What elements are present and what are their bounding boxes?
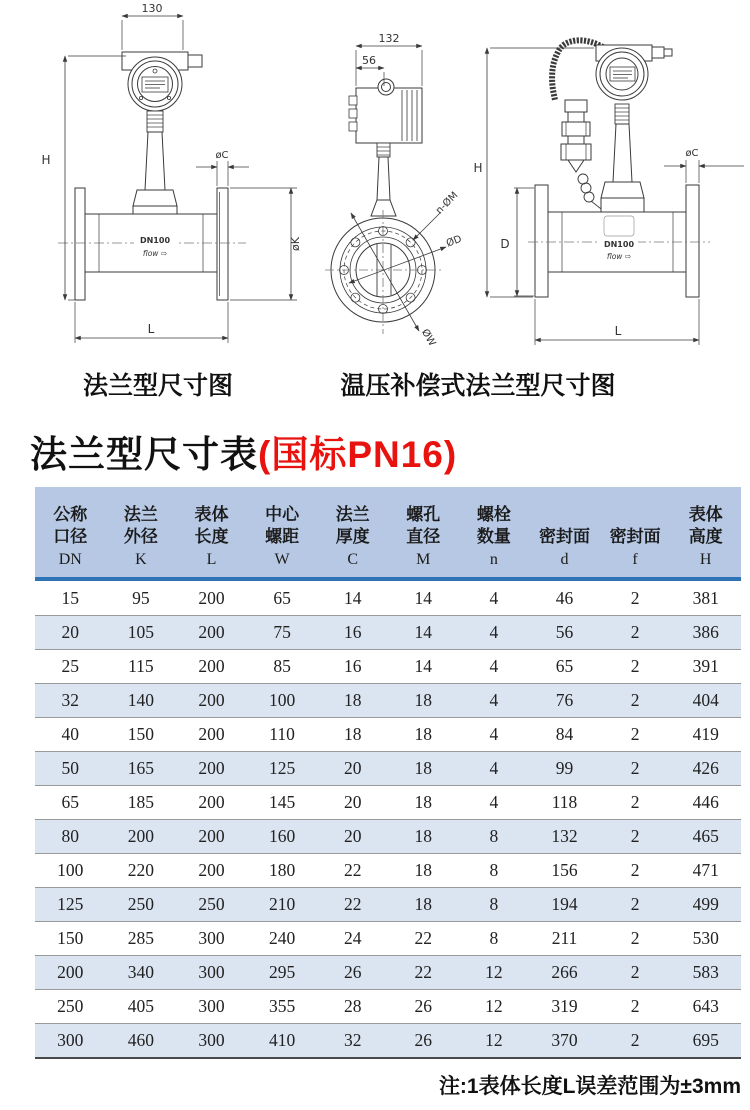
side-dim-seal: ØW [418, 327, 438, 349]
table-cell: 410 [268, 1030, 296, 1050]
table-cell: 15 [61, 587, 80, 608]
table-cell: 32 [61, 690, 80, 710]
side-dim-width: 132 [378, 32, 400, 45]
front-dim-flange-thickness: øC [215, 150, 229, 161]
table-cell: 140 [127, 690, 155, 710]
table-cell: 165 [127, 758, 155, 778]
table-cell: 426 [692, 758, 719, 778]
column-header-text: H [699, 551, 712, 568]
table-cell: 471 [692, 860, 719, 880]
column-header-text: 外径 [123, 527, 158, 546]
table-cell: 2 [630, 758, 640, 778]
table-cell: 300 [198, 962, 225, 982]
table-cell: 499 [692, 894, 719, 914]
column-header-text: M [416, 551, 431, 568]
column-header [388, 487, 459, 577]
table-cell: 76 [555, 690, 574, 710]
table-row [35, 683, 741, 717]
table-cell: 405 [127, 996, 155, 1016]
column-header-text: 密封面 [609, 527, 661, 546]
comp-dim-length: L [614, 324, 622, 338]
table-cell: 240 [268, 928, 296, 948]
table-cell: 4 [489, 792, 499, 812]
side-dim-bolt-circle: ØD [444, 233, 464, 250]
table-row [35, 989, 741, 1023]
drawing-flange-front [41, 2, 302, 343]
column-header-text: K [135, 551, 147, 568]
column-header-text: 公称 [53, 505, 88, 524]
column-header-text: 法兰 [123, 505, 158, 524]
table-cell: 200 [57, 962, 84, 982]
table-cell: 99 [555, 758, 574, 778]
table-cell: 20 [343, 792, 362, 812]
table-cell: 80 [61, 826, 80, 846]
drawing-captions [0, 366, 750, 398]
comp-dim-flange-thickness: øC [685, 148, 699, 159]
table-cell: 22 [414, 962, 433, 982]
table-cell: 160 [268, 826, 296, 846]
table-cell: 2 [630, 792, 640, 812]
column-header [317, 487, 388, 577]
table-cell: 250 [57, 996, 84, 1016]
drawing-compensated [473, 40, 744, 345]
comp-flow-label: flow ⇨ [606, 252, 632, 261]
table-cell: 22 [343, 894, 362, 914]
table-cell: 18 [343, 690, 362, 710]
table-cell: 695 [692, 1030, 719, 1050]
column-header [247, 487, 318, 577]
table-cell: 100 [57, 860, 84, 880]
table-cell: 22 [414, 928, 433, 948]
table-cell: 95 [132, 587, 150, 608]
column-header [459, 487, 530, 577]
table-cell: 319 [551, 996, 578, 1016]
column-header-text: 表体 [194, 505, 229, 524]
table-cell: 18 [414, 724, 433, 744]
side-dim-bolt-holes: n-ØM [433, 189, 461, 217]
table-cell: 200 [198, 826, 225, 846]
table-cell: 200 [198, 656, 225, 676]
table-cell: 14 [414, 622, 433, 642]
table-row [35, 819, 741, 853]
table-cell: 200 [198, 724, 225, 744]
table-cell: 40 [61, 724, 80, 744]
column-header-text: 密封面 [538, 527, 590, 546]
table-cell: 150 [127, 724, 155, 744]
table-row [35, 717, 741, 751]
table-cell: 110 [269, 724, 295, 744]
dimension-table [35, 487, 741, 1059]
table-cell: 65 [61, 792, 80, 812]
table-cell: 2 [630, 962, 640, 982]
table-cell: 8 [489, 928, 499, 948]
table-cell: 18 [414, 792, 433, 812]
column-header-text: 中心 [265, 505, 300, 524]
title-highlight: (国标PN16) [258, 434, 458, 475]
table-row [35, 853, 741, 887]
column-header [35, 487, 106, 577]
column-header-text: 螺孔 [406, 505, 441, 524]
table-cell: 404 [692, 690, 719, 710]
table-cell: 295 [268, 962, 296, 982]
table-cell: 12 [485, 1030, 503, 1050]
front-dim-width: 130 [141, 2, 163, 15]
table-cell: 583 [692, 962, 719, 982]
column-header-text: C [347, 551, 359, 568]
table-cell: 16 [343, 656, 362, 676]
table-cell: 2 [630, 860, 640, 880]
table-cell: 56 [555, 622, 574, 642]
column-header-text: 直径 [406, 527, 441, 546]
table-row [35, 649, 741, 683]
table-cell: 180 [268, 860, 296, 880]
caption-flange-type: 法兰型尺寸图 [82, 372, 233, 400]
table-cell: 32 [343, 1030, 362, 1050]
column-header-text: 厚度 [335, 527, 370, 546]
table-cell: 14 [414, 587, 433, 608]
table-cell: 211 [551, 928, 578, 948]
table-cell: 2 [630, 690, 640, 710]
column-header-text: W [274, 551, 290, 568]
column-header [529, 487, 600, 577]
caption-compensated-type: 温压补偿式法兰型尺寸图 [340, 372, 616, 400]
column-header-text: d [560, 551, 569, 568]
table-cell: 340 [127, 962, 155, 982]
table-cell: 84 [555, 724, 574, 744]
table-cell: 125 [268, 758, 296, 778]
comp-dim-body-diameter: D [500, 237, 510, 251]
table-cell: 46 [555, 587, 574, 608]
front-dim-height: H [41, 153, 51, 167]
table-cell: 4 [489, 622, 499, 642]
table-cell: 8 [489, 860, 499, 880]
table-cell: 20 [343, 826, 362, 846]
table-cell: 446 [692, 792, 719, 812]
table-cell: 300 [57, 1030, 84, 1050]
table-cell: 200 [198, 758, 225, 778]
table-cell: 12 [485, 996, 503, 1016]
table-cell: 14 [343, 587, 362, 608]
front-dim-length: L [147, 322, 155, 336]
column-header-text: 数量 [476, 527, 511, 546]
table-row [35, 615, 741, 649]
table-cell: 65 [555, 656, 574, 676]
table-row [35, 581, 741, 615]
table-cell: 18 [343, 724, 362, 744]
column-header-text: 螺距 [265, 527, 300, 546]
table-cell: 26 [414, 1030, 433, 1050]
front-dim-flange-od: øK [289, 237, 302, 251]
table-cell: 156 [551, 860, 578, 880]
side-dim-offset: 56 [362, 54, 376, 67]
table-cell: 250 [198, 894, 225, 914]
table-cell: 200 [198, 622, 225, 642]
table-cell: 118 [551, 792, 578, 812]
table-cell: 8 [489, 826, 499, 846]
table-cell: 125 [57, 894, 84, 914]
table-header-row [35, 487, 741, 577]
table-cell: 4 [489, 690, 499, 710]
table-cell: 200 [198, 587, 225, 608]
column-header-text: 口径 [53, 527, 88, 546]
table-cell: 643 [692, 996, 719, 1016]
table-cell: 2 [630, 587, 640, 608]
table-cell: 200 [198, 690, 225, 710]
column-header-text: 长度 [194, 527, 229, 546]
table-row [35, 887, 741, 921]
table-row [35, 785, 741, 819]
table-cell: 419 [692, 724, 719, 744]
table-cell: 65 [273, 587, 291, 608]
table-cell: 194 [551, 894, 578, 914]
table-cell: 200 [198, 792, 225, 812]
table-cell: 2 [630, 996, 640, 1016]
comp-dim-height: H [473, 161, 483, 175]
table-cell: 370 [551, 1030, 578, 1050]
table-cell: 250 [127, 894, 155, 914]
table-cell: 28 [343, 996, 362, 1016]
table-cell: 18 [414, 894, 433, 914]
technical-drawings [0, 0, 750, 362]
table-cell: 2 [630, 826, 640, 846]
column-header-text: n [489, 551, 498, 568]
table-cell: 355 [268, 996, 296, 1016]
table-cell: 8 [489, 894, 499, 914]
table-cell: 145 [268, 792, 296, 812]
table-cell: 2 [630, 656, 640, 676]
table-cell: 22 [343, 860, 362, 880]
column-header-text: 法兰 [335, 505, 370, 524]
section-title [30, 424, 457, 478]
table-cell: 285 [127, 928, 155, 948]
column-header-text: DN [58, 551, 82, 568]
table-row [35, 1023, 741, 1057]
table-cell: 26 [343, 962, 362, 982]
title-text: 法兰型尺寸表 [30, 434, 258, 475]
table-cell: 25 [61, 656, 80, 676]
table-cell: 465 [692, 826, 719, 846]
table-row [35, 955, 741, 989]
table-cell: 2 [630, 622, 640, 642]
column-header-text: 螺栓 [476, 505, 511, 524]
column-header [670, 487, 741, 577]
table-cell: 200 [198, 860, 225, 880]
table-cell: 24 [343, 928, 362, 948]
drawing-flange-side [325, 32, 464, 348]
footnote: 注:1表体长度L误差范围为±3mm [438, 1075, 741, 1098]
table-row [35, 751, 741, 785]
table-cell: 75 [273, 622, 291, 642]
table-cell: 115 [128, 656, 154, 676]
table-cell: 530 [692, 928, 719, 948]
table-cell: 16 [343, 622, 362, 642]
table-cell: 300 [198, 928, 225, 948]
table-cell: 200 [127, 826, 155, 846]
table-cell: 220 [127, 860, 155, 880]
table-cell: 300 [198, 996, 225, 1016]
table-cell: 18 [414, 826, 433, 846]
table-cell: 100 [268, 690, 296, 710]
table-cell: 2 [630, 894, 640, 914]
column-header [600, 487, 671, 577]
table-cell: 210 [268, 894, 296, 914]
column-header-text: 表体 [688, 505, 723, 524]
table-cell: 4 [489, 656, 499, 676]
table-cell: 386 [692, 622, 719, 642]
table-cell: 2 [630, 928, 640, 948]
table-cell: 26 [414, 996, 433, 1016]
table-cell: 150 [57, 928, 84, 948]
table-cell: 2 [630, 724, 640, 744]
table-cell: 18 [414, 860, 433, 880]
table-cell: 14 [414, 656, 433, 676]
table-cell: 132 [551, 826, 578, 846]
table-cell: 12 [485, 962, 503, 982]
table-cell: 460 [127, 1030, 155, 1050]
table-cell: 4 [489, 758, 499, 778]
table-cell: 18 [414, 758, 433, 778]
table-cell: 300 [198, 1030, 225, 1050]
column-header-text: 高度 [688, 527, 723, 546]
column-header [106, 487, 177, 577]
front-flow-label: flow ⇨ [142, 249, 168, 258]
table-cell: 4 [489, 724, 499, 744]
table-cell: 20 [61, 622, 80, 642]
table-cell: 2 [630, 1030, 640, 1050]
column-header-text: f [632, 551, 638, 568]
table-cell: 85 [273, 656, 291, 676]
column-header [176, 487, 247, 577]
table-cell: 50 [61, 758, 80, 778]
table-cell: 4 [489, 587, 499, 608]
front-body-label: DN100 [139, 236, 171, 245]
table-cell: 381 [692, 587, 719, 608]
table-cell: 266 [551, 962, 578, 982]
comp-body-label: DN100 [603, 240, 635, 249]
column-header-text: L [206, 551, 217, 568]
table-body [35, 581, 741, 1059]
table-cell: 185 [127, 792, 155, 812]
table-cell: 105 [127, 622, 155, 642]
table-cell: 391 [692, 656, 719, 676]
table-row [35, 921, 741, 955]
table-cell: 18 [414, 690, 433, 710]
table-cell: 20 [343, 758, 362, 778]
